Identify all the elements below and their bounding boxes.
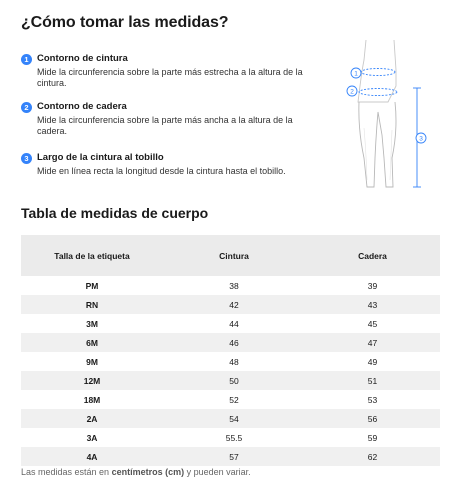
hip-cell: 43 (305, 295, 440, 314)
hip-cell: 47 (305, 333, 440, 352)
footnote-prefix: Las medidas están en (21, 467, 112, 477)
size-table (21, 235, 440, 466)
measure-guide-title: ¿Cómo tomar las medidas? (21, 14, 229, 31)
step-title: Contorno de cintura (37, 53, 128, 64)
waist-cell: 38 (163, 276, 305, 295)
units-footnote (21, 467, 251, 477)
size-label-cell: 3A (21, 428, 163, 447)
hip-cell: 51 (305, 371, 440, 390)
waist-cell: 44 (163, 314, 305, 333)
step-number-badge: 2 (21, 102, 32, 113)
footnote-suffix: y pueden variar. (184, 467, 251, 477)
hip-cell: 53 (305, 390, 440, 409)
waist-cell: 52 (163, 390, 305, 409)
size-label-cell: RN (21, 295, 163, 314)
table-row (21, 333, 440, 352)
table-row (21, 390, 440, 409)
marker-2-label: 2 (350, 88, 354, 96)
size-label-cell: 3M (21, 314, 163, 333)
hip-cell: 59 (305, 428, 440, 447)
step-description: Mide la circunferencia sobre la parte más estrecha a la altura de la cintura. (37, 67, 303, 88)
size-label-cell: 18M (21, 390, 163, 409)
step-description: Mide la circunferencia sobre la parte más ancha a la altura de la cadera. (37, 115, 293, 136)
table-row (21, 447, 440, 466)
table-row (21, 314, 440, 333)
hip-cell: 62 (305, 447, 440, 466)
table-row (21, 409, 440, 428)
size-label-cell: 6M (21, 333, 163, 352)
size-label-cell: 12M (21, 371, 163, 390)
hip-cell: 49 (305, 352, 440, 371)
waist-cell: 48 (163, 352, 305, 371)
step-hip (21, 101, 321, 141)
table-row (21, 276, 440, 295)
column-header: Cadera (305, 235, 440, 276)
pants-figure-icon (340, 40, 440, 195)
step-title: Contorno de cadera (37, 101, 127, 112)
waist-cell: 55.5 (163, 428, 305, 447)
table-row (21, 352, 440, 371)
step-waist (21, 53, 321, 93)
step-inseam (21, 152, 321, 182)
size-table-title: Tabla de medidas de cuerpo (21, 205, 209, 221)
footnote-unit: centímetros (cm) (111, 467, 185, 477)
waist-cell: 54 (163, 409, 305, 428)
step-number-badge: 1 (21, 54, 32, 65)
marker-1-label: 1 (354, 70, 358, 78)
column-header: Talla de la etiqueta (21, 235, 163, 276)
waist-cell: 42 (163, 295, 305, 314)
table-row (21, 371, 440, 390)
waist-cell: 57 (163, 447, 305, 466)
waist-cell: 46 (163, 333, 305, 352)
hip-cell: 56 (305, 409, 440, 428)
table-row (21, 295, 440, 314)
size-label-cell: 2A (21, 409, 163, 428)
size-label-cell: 4A (21, 447, 163, 466)
body-measure-illustration (340, 40, 440, 195)
hip-cell: 45 (305, 314, 440, 333)
size-label-cell: 9M (21, 352, 163, 371)
table-row (21, 428, 440, 447)
table-header-row (21, 235, 440, 276)
size-label-cell: PM (21, 276, 163, 295)
marker-3-label: 3 (419, 135, 423, 143)
column-header: Cintura (163, 235, 305, 276)
step-description: Mide en línea recta la longitud desde la cintura hasta el tobillo. (37, 166, 286, 176)
step-number-badge: 3 (21, 153, 32, 164)
hip-cell: 39 (305, 276, 440, 295)
waist-cell: 50 (163, 371, 305, 390)
step-title: Largo de la cintura al tobillo (37, 152, 164, 163)
